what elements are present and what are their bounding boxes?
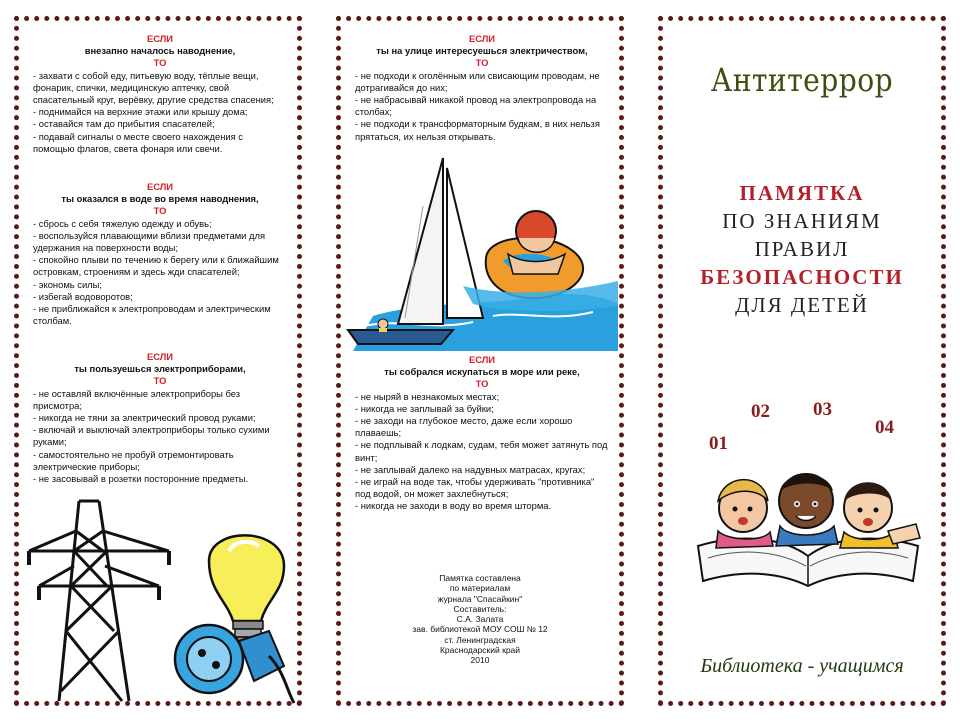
- list-item: - никогда не заплывай за буйки;: [355, 402, 494, 414]
- list-item: - избегай водоворотов;: [33, 290, 133, 302]
- leaflet-panel-left: [14, 16, 302, 706]
- condition-text: ты собрался искупаться в море или реке,: [384, 366, 580, 378]
- cover-footer: Библиотека - учащимся: [700, 655, 904, 677]
- list-item: - воспользуйся плавающими вблизи предметами для удержания на поверхности воды;: [33, 229, 266, 254]
- list-item: - оставайся там до прибытия спасателей;: [33, 118, 215, 130]
- credits-line: Краснодарский край: [439, 645, 521, 656]
- cover-title: Антитеррор: [710, 61, 894, 99]
- list-item: - никогда не тяни за электрический провод руками;: [33, 412, 256, 424]
- condition-text: ты на улице интересуешься электричеством,: [376, 45, 588, 57]
- then-label: ТО: [475, 57, 489, 69]
- memo-line: БЕЗОПАСНОСТИ: [700, 265, 904, 289]
- advice-list: [33, 70, 287, 155]
- leaflet-panel-cover: [658, 16, 946, 706]
- list-item: - не подходи к трансформаторным будкам, в них нельзя прятаться, их нельзя открывать.: [355, 118, 600, 142]
- condition-text: ты оказался в воде во время наводнения,: [61, 193, 259, 205]
- appliances-section: [33, 351, 287, 485]
- list-item: - не оставляй включённые электроприборы без присмотра;: [33, 387, 241, 411]
- then-label: ТО: [153, 57, 167, 69]
- credits-line: 2010: [470, 655, 490, 666]
- credits-line: С.А. Залата: [456, 614, 504, 625]
- advice-list: [355, 70, 609, 143]
- list-item: - не подплывай к лодкам, судам, тебя может затянуть под винт;: [355, 439, 608, 463]
- condition-text: ты пользуешься электроприборами,: [74, 363, 246, 375]
- list-item: - не засовывай в розетки посторонние предметы.: [33, 473, 249, 485]
- in-water-section: [33, 181, 287, 327]
- children-reading-illustration: [688, 446, 928, 596]
- memo-line: ПРАВИЛ: [754, 237, 850, 261]
- if-label: ЕСЛИ: [146, 181, 174, 192]
- list-item: - поднимайся на верхние этажи или крышу дома;: [33, 106, 248, 118]
- if-label: ЕСЛИ: [146, 351, 174, 362]
- list-item: - не ныряй в незнакомых местах;: [355, 390, 500, 402]
- memo-line: ДЛЯ ДЕТЕЙ: [735, 293, 869, 317]
- advice-list: [33, 388, 287, 486]
- credits-line: ст. Ленинградская: [444, 634, 516, 645]
- credits-line: по материалам: [449, 583, 511, 594]
- then-label: ТО: [475, 378, 489, 390]
- list-item: - не подходи к оголённым или свисающим проводам, не дотрагивайся до них;: [355, 69, 600, 93]
- list-item: - никогда не заходи в воду во время шторма.: [355, 500, 552, 512]
- list-item: - подавай сигналы о месте своего нахождения с помощью флагов, света фонаря или свечи.: [33, 130, 243, 154]
- street-electricity-section: [355, 33, 609, 143]
- credits-block: [381, 573, 579, 666]
- credits-line: Памятка составлена: [439, 573, 521, 583]
- condition-text: внезапно началось наводнение,: [84, 45, 236, 57]
- leaflet-panel-middle: [336, 16, 624, 706]
- advice-list: [355, 391, 609, 513]
- list-item: - самостоятельно не пробуй отремонтировать электрические приборы;: [33, 448, 234, 472]
- list-item: - включай и выключай электроприборы только сухими руками;: [33, 424, 270, 448]
- list-item: - не играй на воде так, чтобы удерживать "противника" под водой, он может захлебнуться;: [355, 476, 595, 500]
- memo-line: ПАМЯТКА: [739, 181, 865, 205]
- advice-list: [33, 218, 287, 328]
- list-item: - не набрасывай никакой провод на электропровода на столбах;: [355, 94, 597, 118]
- number-label: 01: [709, 433, 728, 454]
- credits-line: зав. библиотекой МОУ СОШ № 12: [412, 624, 548, 635]
- then-label: ТО: [153, 205, 167, 217]
- flood-section: [33, 33, 287, 155]
- list-item: - экономь силы;: [33, 278, 102, 290]
- sailboat-swimmer-illustration: [343, 146, 618, 351]
- memo-line: ПО ЗНАНИЯМ: [722, 209, 882, 233]
- swimming-section: [355, 354, 609, 513]
- number-label: 04: [875, 417, 894, 438]
- electric-plug-illustration: [169, 611, 294, 706]
- list-item: - сбрось с себя тяжелую одежду и обувь;: [33, 217, 212, 229]
- number-label: 03: [813, 399, 832, 420]
- list-item: - спокойно плыви по течению к берегу или к ближайшим островкам, строениям и здесь жди спасателей;: [33, 254, 279, 278]
- credits-line: журнала "Спасайкин": [437, 593, 523, 604]
- then-label: ТО: [153, 375, 167, 387]
- credits-line: Составитель:: [453, 603, 507, 614]
- number-label: 02: [751, 401, 770, 422]
- if-label: ЕСЛИ: [146, 33, 174, 44]
- list-item: - не приближайся к электропроводам и электрическим столбам.: [33, 303, 271, 327]
- if-label: ЕСЛИ: [468, 33, 496, 44]
- list-item: - не заходи на глубокое место, даже если хорошо плаваешь;: [355, 415, 573, 439]
- memo-heading: [663, 179, 941, 319]
- power-pylon-illustration: [19, 491, 189, 706]
- list-item: - захвати с собой еду, питьевую воду, тёплые вещи, фонарик, спички, медицинскую аптечку, свой спасательный круг, верёвку, другие средства спасения;: [33, 69, 274, 106]
- if-label: ЕСЛИ: [468, 354, 496, 365]
- list-item: - не заплывай далеко на надувных матрасах, кругах;: [355, 463, 586, 475]
